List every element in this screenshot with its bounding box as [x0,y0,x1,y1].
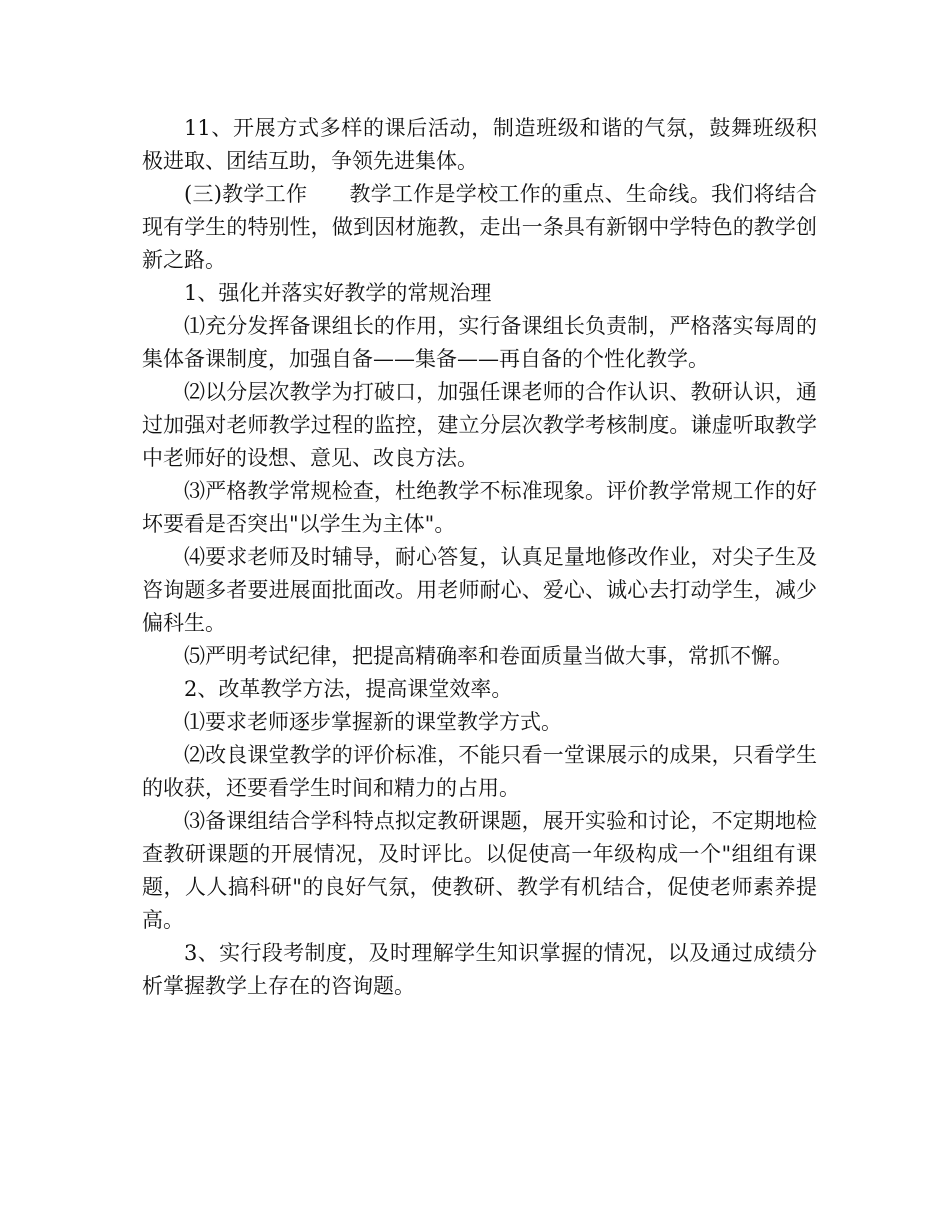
item-3: 3、实行段考制度，及时理解学生知识掌握的情况，以及通过成绩分析掌握教学上存在的咨询题。 [142,941,817,998]
item-1-1: ⑴充分发挥备课组长的作用，实行备课组长负责制，严格落实每周的集体备课制度，加强自备——集备——再自备的个性化教学。 [142,314,817,371]
item-1-2: ⑵以分层次教学为打破口，加强任课老师的合作认识、教研认识，通过加强对老师教学过程的监控，建立分层次教学考核制度。谦虚听取教学中老师好的设想、意见、改良方法。 [142,380,817,470]
paragraph-11: 11、开展方式多样的课后活动，制造班级和谐的气氛，鼓舞班级积极进取、团结互助，争领先进集体。 [142,116,817,173]
section-heading: (三)教学工作 [184,182,308,206]
item-2-heading: 2、改革教学方法，提高课堂效率。 [184,677,513,701]
item-2-3: ⑶备课组结合学科特点拟定教研课题，展开实验和讨论，不定期地检查教研课题的开展情况，及时评比。以促使高一年级构成一个"组组有课题，人人搞科研"的良好气氛，使教研、教学有机结合，促使老师素养提高。 [142,809,817,932]
section-teaching-paragraph [142,178,817,277]
section-intro-text: 教学工作是学校工作的重点、生命线。我们将结合现有学生的特别性，做到因材施教，走出一条具有新钢中学特色的教学创新之路。 [142,182,818,272]
document-body [142,112,817,1003]
item-1-3: ⑶严格教学常规检查，杜绝教学不标准现象。评价教学常规工作的好坏要看是否突出"以学生为主体"。 [142,479,817,536]
item-1-4: ⑷要求老师及时辅导，耐心答复，认真足量地修改作业，对尖子生及咨询题多者要进展面批面改。用老师耐心、爱心、诚心去打动学生，减少偏科生。 [142,545,817,635]
item-1-5: ⑸严明考试纪律，把提高精确率和卷面质量当做大事，常抓不懈。 [184,644,793,668]
item-2-1: ⑴要求老师逐步掌握新的课堂教学方式。 [184,710,562,734]
item-2-2: ⑵改良课堂教学的评价标准，不能只看一堂课展示的成果，只看学生的收获，还要看学生时间和精力的占用。 [142,743,817,800]
item-1-heading: 1、强化并落实好教学的常规治理 [184,281,492,305]
